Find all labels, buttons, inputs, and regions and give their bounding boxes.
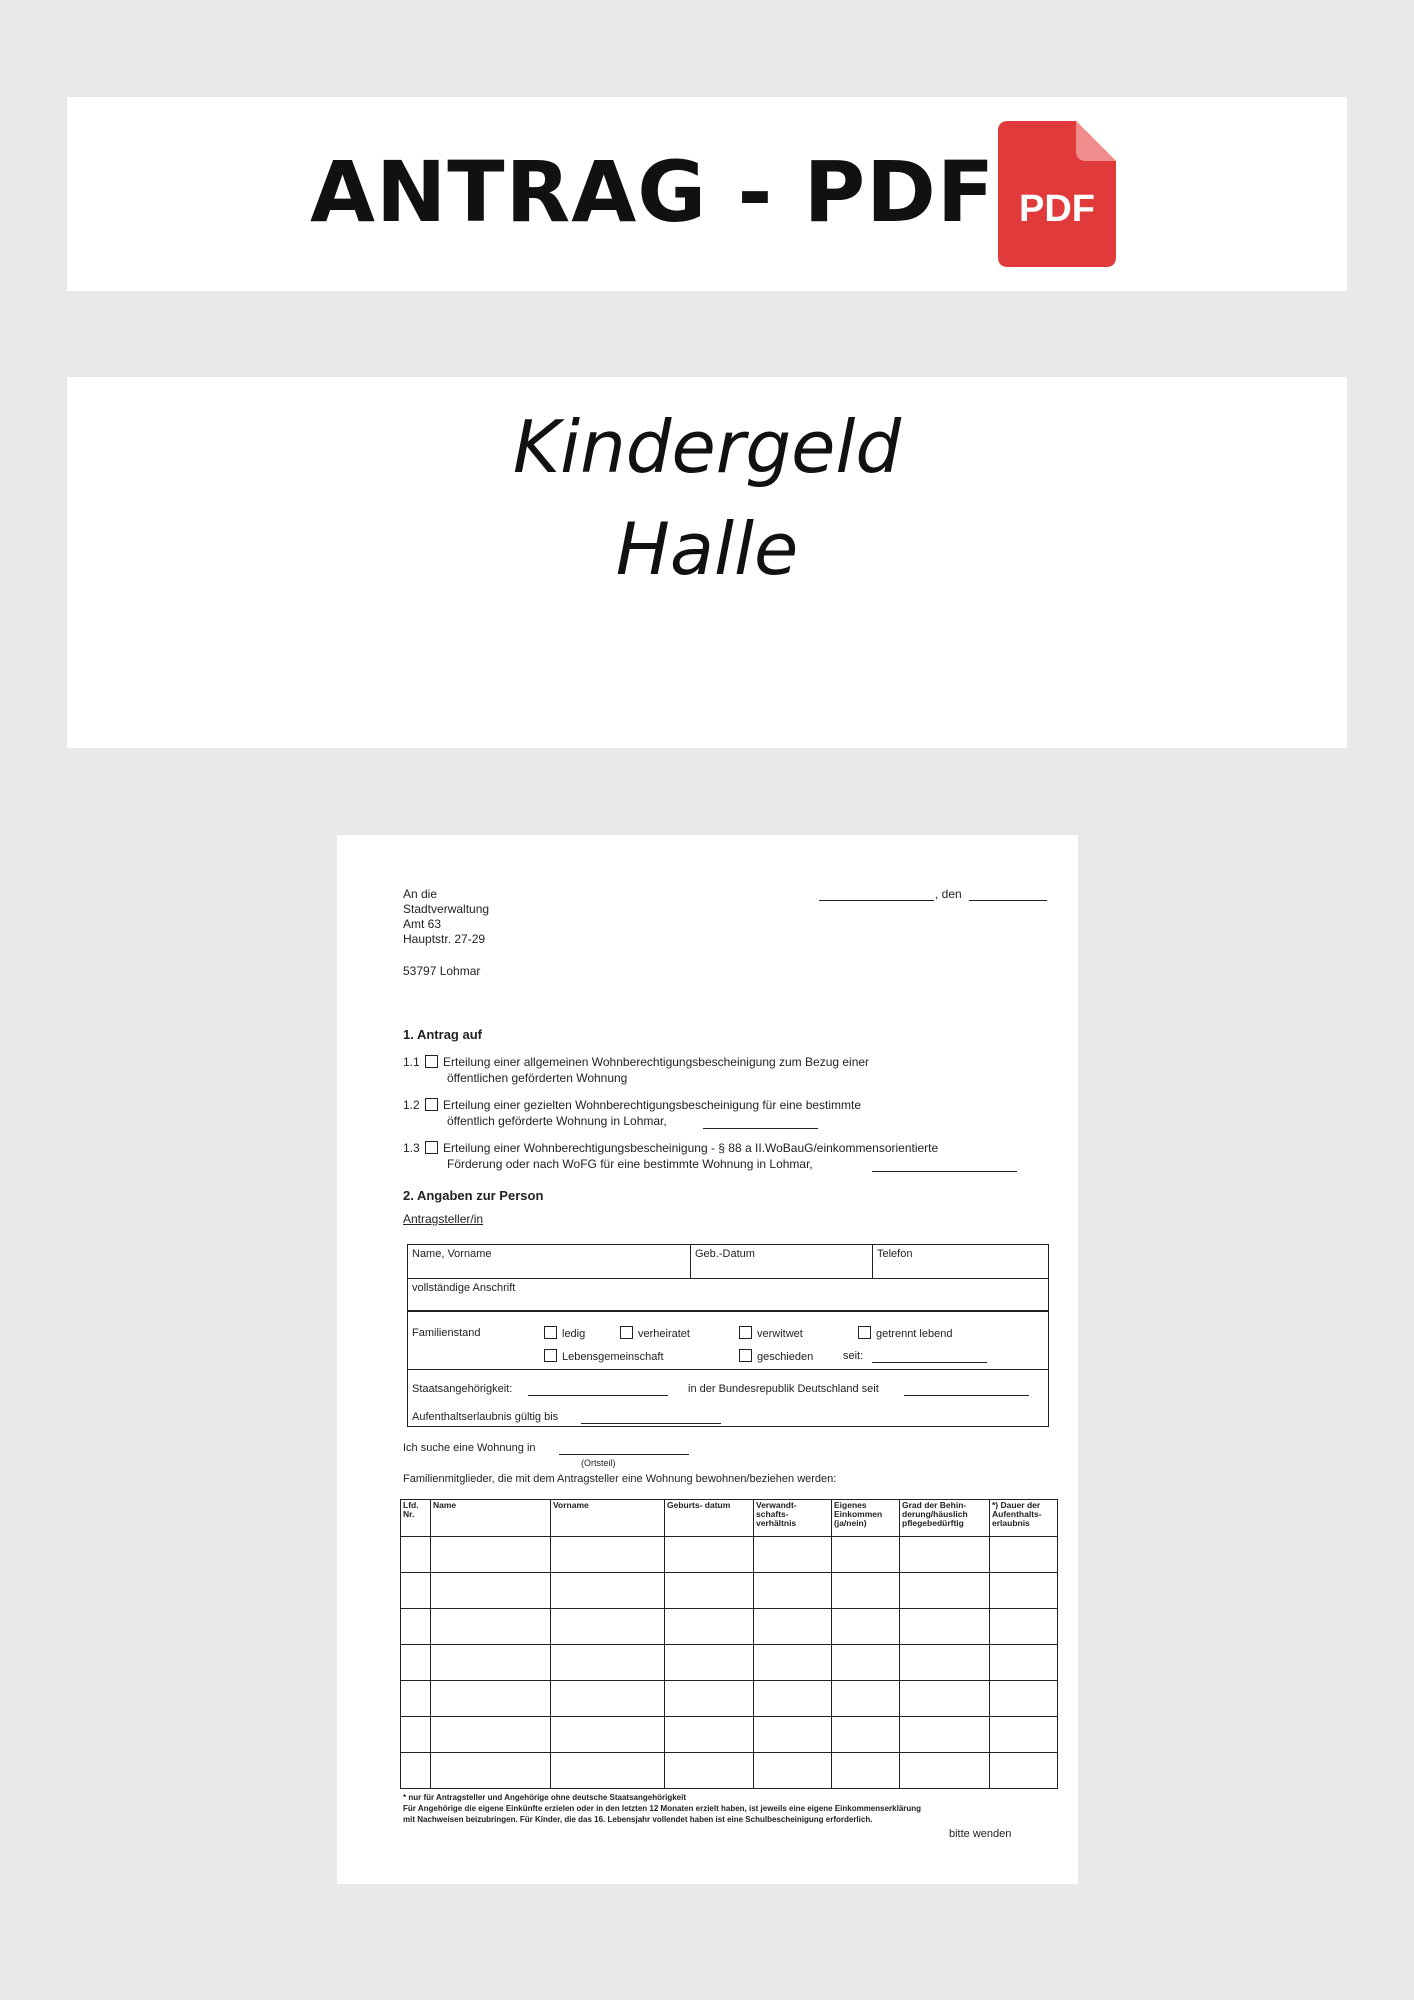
subtitle-line-1: Kindergeld [512, 405, 902, 489]
divider [407, 1310, 1049, 1312]
name-label: Name, Vorname [412, 1248, 492, 1260]
item-1-3 [425, 1141, 938, 1155]
phone-label: Telefon [877, 1248, 913, 1260]
section-1-heading: 1. Antrag auf [403, 1027, 482, 1042]
option-partnership [544, 1349, 664, 1364]
table-row[interactable] [401, 1753, 1058, 1789]
col-header-firstname: Vorname [551, 1500, 665, 1537]
table-header-row [401, 1500, 1058, 1537]
address-line: Hauptstr. 27-29 [403, 932, 486, 946]
in-germany-since-label: in der Bundesrepublik Deutschland seit [688, 1383, 879, 1395]
item-1-3-text-2: Förderung oder nach WoFG für eine bestimmte Wohnung in Lohmar, [447, 1157, 813, 1171]
address-line: Stadtverwaltung [403, 902, 490, 916]
separated-label: getrennt lebend [876, 1328, 953, 1340]
col-header-disability: Grad der Behin- derung/häuslich pflegebedürftig [900, 1500, 990, 1537]
residence-permit-field[interactable] [581, 1423, 721, 1424]
col-header-number: Lfd. Nr. [401, 1500, 431, 1537]
search-apartment-label: Ich suche eine Wohnung in [403, 1442, 536, 1454]
residence-permit-label: Aufenthaltserlaubnis gültig bis [412, 1411, 559, 1423]
partnership-label: Lebensgemeinschaft [562, 1351, 664, 1363]
item-1-2-checkbox[interactable] [425, 1098, 438, 1111]
divider [407, 1369, 1049, 1370]
single-label: ledig [562, 1328, 586, 1340]
marital-status-label: Familienstand [412, 1327, 481, 1339]
postal-code-line: 53797 Lohmar [403, 964, 481, 978]
address-line: An die [403, 887, 438, 901]
item-1-3-checkbox[interactable] [425, 1141, 438, 1154]
district-label: (Ortsteil) [581, 1458, 616, 1468]
district-field[interactable] [559, 1454, 689, 1455]
single-checkbox[interactable] [544, 1326, 557, 1339]
option-divorced [739, 1349, 813, 1364]
date-label: , den [935, 887, 962, 901]
since-label: seit: [843, 1350, 864, 1362]
birthdate-label: Geb.-Datum [695, 1248, 755, 1260]
option-single [544, 1326, 585, 1341]
married-label: verheiratet [638, 1328, 690, 1340]
col-header-name: Name [431, 1500, 551, 1537]
footnote-3: mit Nachweisen beizubringen. Für Kinder, die das 16. Lebensjahr vollendet haben ist eine Schulbescheinigung erforderlich. [403, 1815, 873, 1824]
item-1-1-checkbox[interactable] [425, 1055, 438, 1068]
table-row[interactable] [401, 1609, 1058, 1645]
date-field[interactable] [969, 900, 1047, 901]
option-separated [858, 1326, 952, 1341]
family-members-table [400, 1499, 1058, 1789]
item-1-2-text: Erteilung einer gezielten Wohnberechtigungsbescheinigung für eine bestimmte [443, 1098, 862, 1112]
pdf-icon-label: PDF [1019, 188, 1095, 230]
applicant-box [407, 1244, 1049, 1427]
table-row[interactable] [401, 1645, 1058, 1681]
members-intro: Familienmitglieder, die mit dem Antragsteller eine Wohnung bewohnen/beziehen werden: [403, 1473, 837, 1485]
col-header-permit-duration: *) Dauer der Aufenthalts- erlaubnis [990, 1500, 1058, 1537]
table-row[interactable] [401, 1537, 1058, 1573]
section-2-heading: 2. Angaben zur Person [403, 1188, 544, 1203]
address-label: vollständige Anschrift [412, 1282, 516, 1294]
nationality-label: Staatsangehörigkeit: [412, 1383, 513, 1395]
item-1-1-number: 1.1 [403, 1055, 420, 1069]
option-widowed [739, 1326, 803, 1341]
page-title: ANTRAG - PDF [310, 143, 996, 241]
divorced-checkbox[interactable] [739, 1349, 752, 1362]
divorced-label: geschieden [757, 1351, 814, 1363]
footnote-1: * nur für Antragsteller und Angehörige ohne deutsche Staatsangehörigkeit [403, 1793, 686, 1802]
item-1-1-text: Erteilung einer allgemeinen Wohnberechtigungsbescheinigung zum Bezug einer [443, 1055, 870, 1069]
col-header-relationship: Verwandt- schafts- verhältnis [754, 1500, 832, 1537]
subtitle-panel [67, 377, 1347, 748]
footnote-2: Für Angehörige die eigene Einkünfte erzielen oder in den letzten 12 Monaten erzielt haben, ist jeweils eine eigene Einkommenserklärung [403, 1804, 922, 1813]
widowed-checkbox[interactable] [739, 1326, 752, 1339]
col-header-income: Eigenes Einkommen (ja/nein) [832, 1500, 900, 1537]
partnership-checkbox[interactable] [544, 1349, 557, 1362]
divider [872, 1244, 873, 1278]
item-1-1-text-2: öffentlichen geförderten Wohnung [447, 1071, 628, 1085]
since-field[interactable] [872, 1362, 987, 1363]
table-row[interactable] [401, 1573, 1058, 1609]
col-header-birthdate: Geburts- datum [665, 1500, 754, 1537]
item-1-2-number: 1.2 [403, 1098, 420, 1112]
item-1-3-number: 1.3 [403, 1141, 420, 1155]
married-checkbox[interactable] [620, 1326, 633, 1339]
item-1-1 [425, 1055, 869, 1069]
widowed-label: verwitwet [757, 1328, 803, 1340]
option-married [620, 1326, 690, 1341]
item-1-2 [425, 1098, 861, 1112]
divider [407, 1278, 1049, 1279]
item-1-3-text: Erteilung einer Wohnberechtigungsbescheinigung - § 88 a II.WoBauG/einkommensorientierte [443, 1141, 939, 1155]
table-row[interactable] [401, 1717, 1058, 1753]
header-banner [67, 97, 1347, 291]
subtitle-line-2: Halle [615, 507, 799, 591]
separated-checkbox[interactable] [858, 1326, 871, 1339]
nationality-field[interactable] [528, 1395, 668, 1396]
turn-page-note: bitte wenden [949, 1828, 1012, 1840]
form-document-preview[interactable] [337, 835, 1078, 1884]
item-1-2-text-2: öffentlich geförderte Wohnung in Lohmar, [447, 1114, 667, 1128]
item-1-3-field[interactable] [872, 1171, 1017, 1172]
pdf-file-icon [998, 121, 1116, 267]
item-1-2-field[interactable] [703, 1128, 818, 1129]
in-germany-since-field[interactable] [904, 1395, 1029, 1396]
divider [690, 1244, 691, 1278]
table-row[interactable] [401, 1681, 1058, 1717]
address-line: Amt 63 [403, 917, 442, 931]
place-field[interactable] [819, 900, 934, 901]
applicant-heading: Antragsteller/in [403, 1212, 484, 1226]
